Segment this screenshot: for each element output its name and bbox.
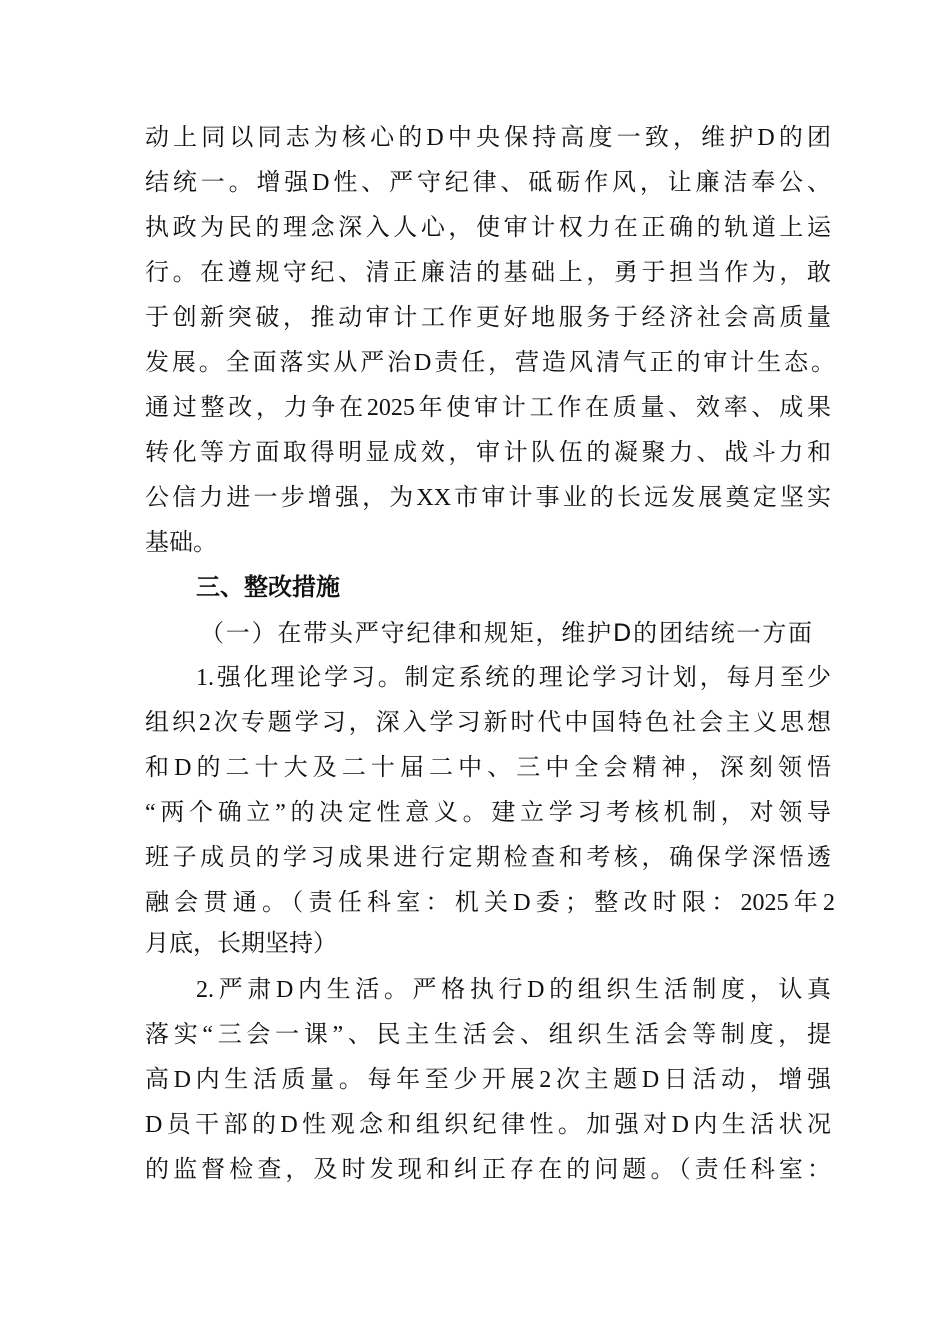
text-line: 高D内生活质量。每年至少开展2次主题D日活动，增强 xyxy=(145,1067,831,1093)
text-line: 2.严肃D内生活。严格执行D的组织生活制度，认真 xyxy=(196,977,831,1003)
text-line: 结统一。增强D性、严守纪律、砥砺作风，让廉洁奉公、 xyxy=(145,170,831,196)
text-line: 动上同以同志为核心的D中央保持高度一致，维护D的团 xyxy=(145,125,831,151)
text-line: 转化等方面取得明显成效，审计队伍的凝聚力、战斗力和 xyxy=(145,440,831,466)
text-line: 融会贯通。（责任科室：机关D委；整改时限：2025年2 xyxy=(145,890,835,916)
text-line: 基础。 xyxy=(145,530,217,556)
text-line: 1.强化理论学习。制定系统的理论学习计划，每月至少 xyxy=(196,665,831,691)
text-line: “两个确立”的决定性意义。建立学习考核机制，对领导 xyxy=(145,800,831,826)
text-line: 的监督检查，及时发现和纠正存在的问题。（责任科室： xyxy=(145,1157,831,1183)
text-line: D员干部的D性观念和组织纪律性。加强对D内生活状况 xyxy=(145,1112,831,1138)
section-heading: 三、整改措施 xyxy=(196,574,340,601)
text-line: 和D的二十大及二十届二中、三中全会精神，深刻领悟 xyxy=(145,755,831,781)
text-line: 于创新突破，推动审计工作更好地服务于经济社会高质量 xyxy=(145,305,831,331)
text-line: 公信力进一步增强，为XX市审计事业的长远发展奠定坚实 xyxy=(145,485,831,511)
subsection-heading: （一）在带头严守纪律和规矩，维护D的团结统一方面 xyxy=(200,619,812,647)
text-line: 组织2次专题学习，深入学习新时代中国特色社会主义思想 xyxy=(145,710,831,736)
text-line: 落实“三会一课”、民主生活会、组织生活会等制度，提 xyxy=(145,1022,831,1048)
text-line: 班子成员的学习成果进行定期检查和考核，确保学深悟透 xyxy=(145,845,831,871)
text-line: 执政为民的理念深入人心，使审计权力在正确的轨道上运 xyxy=(145,215,831,241)
text-line: 月底，长期坚持） xyxy=(145,931,337,957)
text-line: 行。在遵规守纪、清正廉洁的基础上，勇于担当作为，敢 xyxy=(145,260,831,286)
text-line: 发展。全面落实从严治D责任，营造风清气正的审计生态。 xyxy=(145,350,835,376)
text-line: 通过整改，力争在2025年使审计工作在质量、效率、成果 xyxy=(145,395,831,421)
